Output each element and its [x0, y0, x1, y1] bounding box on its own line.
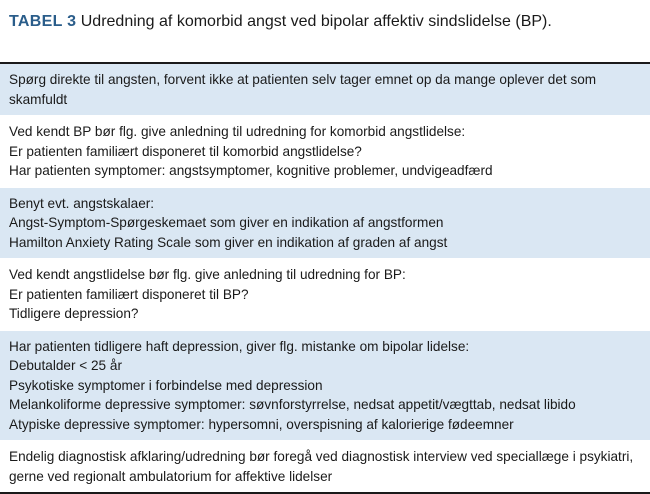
table-row-5 [0, 331, 650, 442]
row-4-line-3: Tidligere depression? [9, 306, 139, 321]
table-row-1 [0, 64, 650, 116]
table-title: Udredning af komorbid angst ved bipolar affektiv sindslidelse (BP). [80, 13, 552, 30]
table-caption [9, 11, 609, 32]
table-row-4 [0, 259, 650, 331]
table-label: TABEL 3 [9, 13, 77, 30]
table-row-2 [0, 116, 650, 188]
row-5-line-3: Psykotiske symptomer i forbindelse med depression [9, 377, 323, 393]
row-3-line-1: Benyt evt. angstskalaer: [9, 195, 155, 211]
table-row-3 [0, 188, 650, 260]
row-4-line-1: Ved kendt angstlidelse bør flg. give anledning til udredning for BP: [9, 267, 406, 282]
row-1-line-1: Spørg direkte til angsten, forvent ikke at patienten selv tager emnet op da mange oplever det som skamfuldt [9, 72, 597, 107]
row-3-line-2: Angst-Symptom-Spørgeskemaet som giver en indikation af angstformen [9, 215, 444, 230]
row-6-line-1: Endelig diagnostisk afklaring/udredning bør foregå ved diagnostisk interview ved speciallæge i psykiatri, gerne ved regionalt ambulatorium for affektive lidelser [9, 449, 634, 484]
row-5-line-4: Melankoliforme depressive symptomer: søvnforstyrrelse, nedsat appetit/vægttab, nedsat libido [9, 397, 576, 412]
row-2-line-1: Ved kendt BP bør flg. give anledning til udredning for komorbid angstlidelse: [9, 124, 466, 139]
row-3-line-3: Hamilton Anxiety Rating Scale som giver en indikation af graden af angst [9, 234, 448, 250]
table-row-6 [0, 441, 650, 492]
table [0, 62, 650, 494]
row-2-line-2: Er patienten familiært disponeret til komorbid angstlidelse? [9, 143, 362, 159]
row-5-line-1: Har patienten tidligere haft depression, giver flg. mistanke om bipolar lidelse: [9, 338, 470, 354]
row-5-line-5: Atypiske depressive symptomer: hypersomni, overspisning af kalorierige fødeemner [9, 416, 514, 432]
row-4-line-2: Er patienten familiært disponeret til BP? [9, 286, 249, 302]
row-5-line-2: Debutalder < 25 år [9, 358, 122, 373]
row-2-line-3: Har patienten symptomer: angstsymptomer, kognitive problemer, undvigeadfærd [9, 163, 493, 178]
